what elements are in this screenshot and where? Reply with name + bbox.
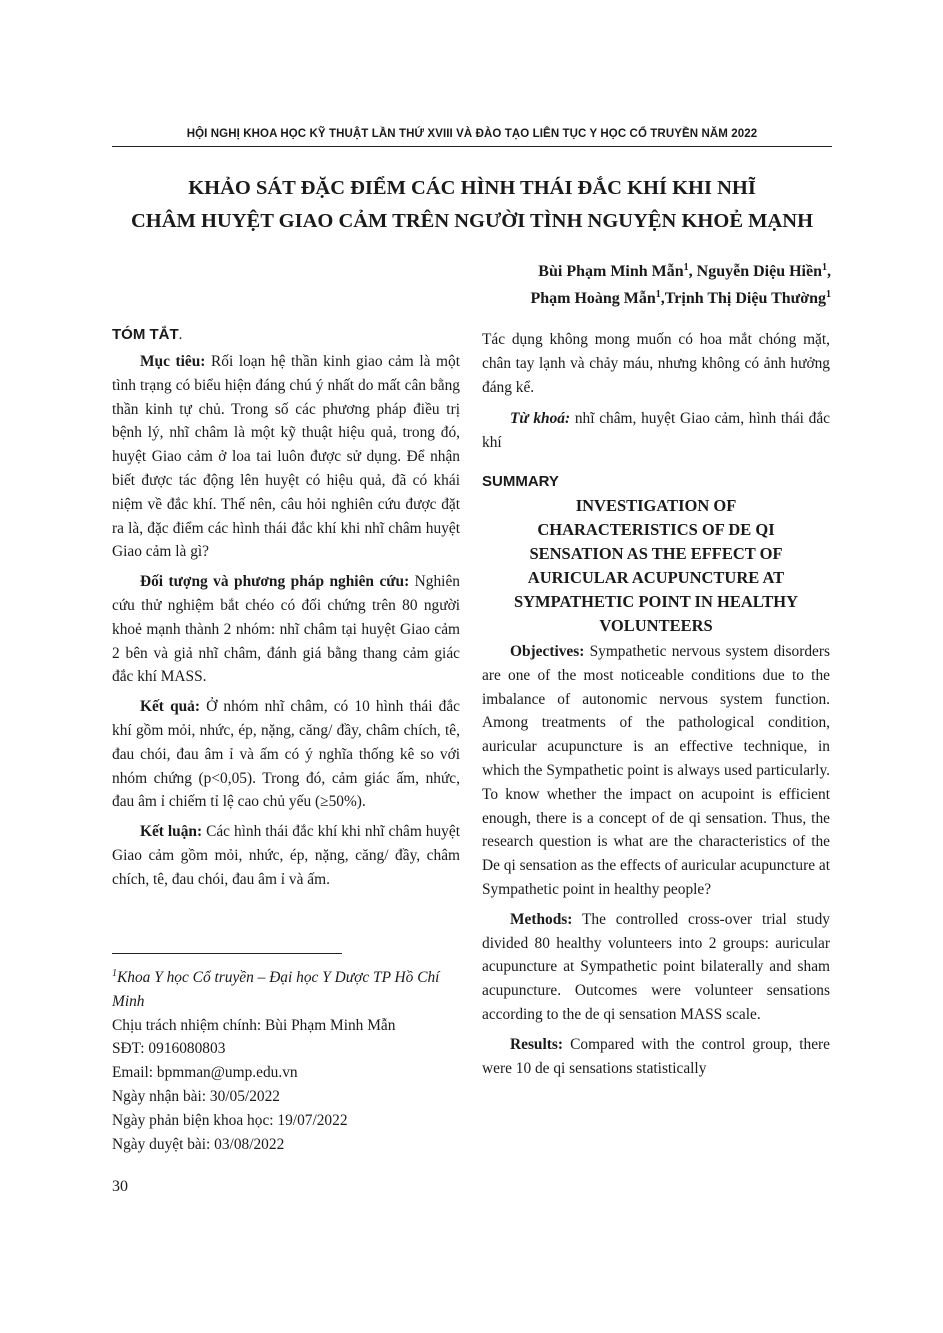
keywords-paragraph: Từ khoá: nhĩ châm, huyệt Giao cảm, hình thái đắc khí bbox=[482, 410, 830, 452]
english-title: INVESTIGATION OF CHARACTERISTICS OF DE QI SENSATION AS THE EFFECT OF AURICULAR ACUPUNCTURE AT SYMPATHETIC POINT IN HEALTHY VOLUNTEERS bbox=[513, 495, 799, 635]
footnote bbox=[112, 966, 460, 1156]
results-paragraph: Kết quả: Ở nhóm nhĩ châm, có 10 hình thái đắc khí gồm mỏi, nhức, ép, nặng, căng/ đầy, châm chích, tê, đau chói, đau âm ỉ và ấm có ý nghĩa thống kê so với nhóm chứng (p<0,05). Trong đó, cảm giác ấm, nhức, đau âm ỉ chiếm tỉ lệ cao chủ yếu (≥50%). bbox=[112, 698, 461, 811]
page-number: 30 bbox=[112, 1178, 128, 1195]
footnote-accepted: Ngày duyệt bài: 03/08/2022 bbox=[112, 1135, 285, 1153]
objective-paragraph: Mục tiêu: Rối loạn hệ thần kinh giao cảm là một tình trạng có biểu hiện đáng chú ý nhất do mất cân bằng thần kinh tự chủ. Trong số các phương pháp điều trị bệnh lý, nhĩ châm là một kỹ thuật hiệu quả, trong đó, huyệt Giao cảm ở loa tai luôn được sử dụng. Để nhận biết được tác động lên huyệt có hiệu quả, đã có khái niệm về đắc khí. Thế nên, câu hỏi nghiên cứu được đặt ra là, đặc điểm các hình thái đắc khí khi nhĩ châm huyệt Giao cảm là gì? bbox=[112, 353, 460, 561]
author-3: Phạm Hoàng Mẫn bbox=[530, 290, 656, 307]
author-list bbox=[530, 258, 831, 312]
title-line-2: CHÂM HUYỆT GIAO CẢM TRÊN NGƯỜI TÌNH NGUYỆN KHOẺ MẠNH bbox=[130, 210, 814, 232]
methods-paragraph: Đối tượng và phương pháp nghiên cứu: Nghiên cứu thử nghiệm bắt chéo có đối chứng trên 80 người khoẻ mạnh thành 2 nhóm: nhĩ châm tại huyệt Giao cảm 2 bên và giả nhĩ châm, đánh giá bằng thang cảm giác đắc khí MASS. bbox=[112, 573, 460, 686]
conclusion-paragraph: Kết luận: Các hình thái đắc khí khi nhĩ châm huyệt Giao cảm gồm mỏi, nhức, ép, nặng, căng/ đầy, châm chích, tê, đau chói, đau âm ỉ và ấm. bbox=[112, 823, 460, 888]
objectives-paragraph: Objectives: Sympathetic nervous system disorders are one of the most noticeable conditions due to the imbalance of autonomic nervous system function. Among treatments of the pathological condition, auricular acupuncture is an effective technique, in which the Sympathetic point is always used particularly. To know whether the impact on acupoint is efficient enough, there is a concept of de qi sensation. Thus, the research question is what are the characteristics of the De qi sensation as the effects of auricular acupuncture at Sympathetic point in healthy people? bbox=[482, 642, 830, 898]
running-header: HỘI NGHỊ KHOA HỌC KỸ THUẬT LẦN THỨ XVIII VÀ ĐÀO TẠO LIÊN TỤC Y HỌC CỔ TRUYỀN NĂM 2022 bbox=[186, 128, 758, 140]
summary-heading: SUMMARY bbox=[482, 472, 559, 490]
abstract-continued: Tác dụng không mong muốn có hoa mắt chóng mặt, chân tay lạnh và chảy máu, nhưng không có ảnh hưởng đáng kể. bbox=[482, 331, 830, 396]
abstract-heading: TÓM TẮT. bbox=[112, 326, 183, 343]
article-title bbox=[112, 172, 832, 238]
footnote-rule bbox=[112, 953, 342, 954]
title-line-1: KHẢO SÁT ĐẶC ĐIỂM CÁC HÌNH THÁI ĐẮC KHÍ KHI NHĨ bbox=[188, 177, 756, 199]
methods-en-paragraph: Methods: The controlled cross-over trial study divided 80 healthy volunteers into 2 groups: auricular acupuncture at Sympathetic point bilaterally and sham acupuncture. Outcomes were volunteer sensations according to the de qi sensation MASS scale. bbox=[482, 910, 830, 1023]
author-2: , Nguyễn Diệu Hiền bbox=[688, 263, 822, 280]
footnote-reviewed: Ngày phản biện khoa học: 19/07/2022 bbox=[112, 1111, 348, 1129]
author-4: ,Trịnh Thị Diệu Thường bbox=[660, 290, 826, 307]
footnote-received: Ngày nhận bài: 30/05/2022 bbox=[112, 1087, 280, 1105]
footnote-email: Email: bpmman@ump.edu.vn bbox=[112, 1064, 298, 1082]
left-column bbox=[112, 326, 460, 898]
author-line-2: Phạm Hoàng Mẫn$^1$,Trịnh Thị Diệu Thường$^1$ bbox=[530, 289, 831, 307]
footnote-responsible: Chịu trách nhiệm chính: Bùi Phạm Minh Mẫn bbox=[112, 1016, 396, 1034]
right-column bbox=[482, 328, 830, 1086]
footnote-affiliation: $^1$Khoa Y học Cổ truyền – Đại học Y Dược TP Hồ Chí Minh bbox=[112, 968, 440, 1010]
results-en-paragraph: Results: Compared with the control group, there were 10 de qi sensations statistically bbox=[482, 1035, 830, 1077]
footnote-phone: SĐT: 0916080803 bbox=[112, 1040, 226, 1058]
header-rule bbox=[112, 146, 832, 147]
author-line-1: Bùi Phạm Minh Mẫn$^1$, Nguyễn Diệu Hiền$^1$, bbox=[538, 262, 831, 280]
author-1: Bùi Phạm Minh Mẫn bbox=[538, 263, 684, 280]
